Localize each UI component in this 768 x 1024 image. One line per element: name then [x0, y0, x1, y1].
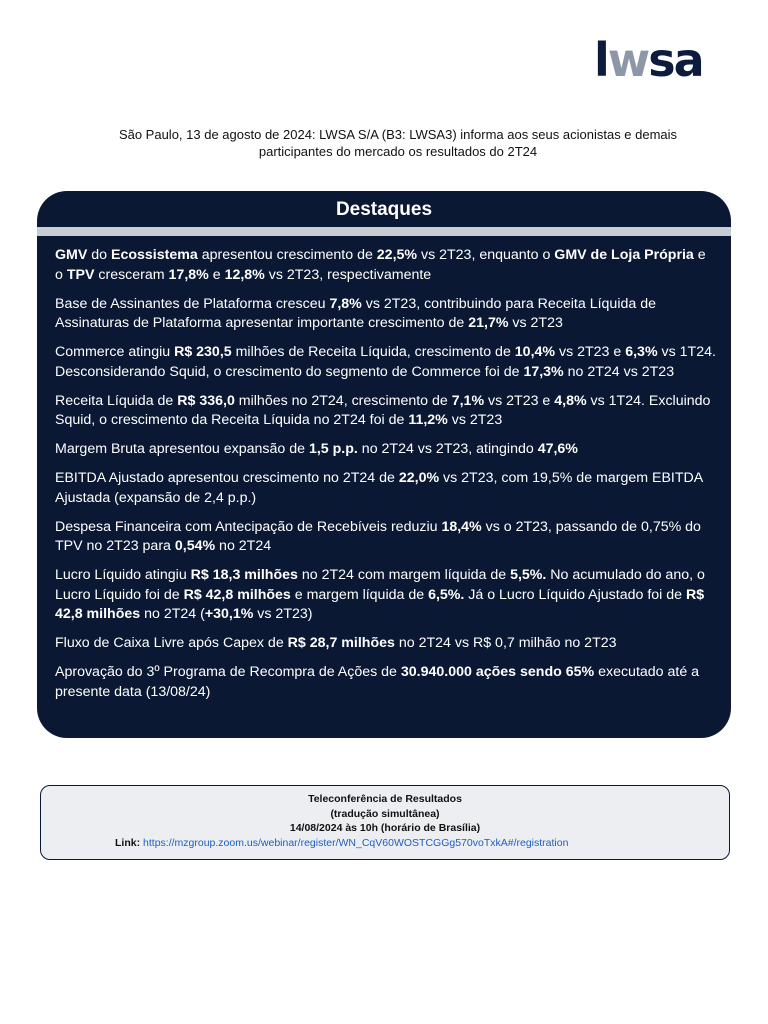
highlight-emphasis: GMV: [55, 247, 88, 263]
highlight-item: [55, 634, 717, 654]
highlight-text: no 2T24 com margem líquida de: [297, 567, 511, 583]
highlight-emphasis: 11,2%: [408, 412, 448, 428]
conference-datetime: 14/08/2024 às 10h (horário de Brasília): [289, 822, 481, 834]
highlight-item: [55, 343, 717, 382]
highlight-text: executado até a presente data (13/08/24): [55, 664, 700, 700]
highlight-emphasis: 18,4%: [441, 518, 482, 535]
highlight-text: no 2T24 vs 2T23, atingindo: [357, 441, 538, 457]
highlight-item: [55, 566, 717, 625]
highlight-text: vs o 2T23, passando de 0,75% do TPV no 2T23 para: [55, 518, 701, 554]
highlight-emphasis: 22,5%: [376, 247, 418, 263]
highlight-emphasis: 30.940.000 ações sendo 65%: [400, 664, 595, 680]
highlight-text: Margem Bruta apresentou expansão de: [55, 441, 309, 457]
highlight-item: [55, 246, 717, 285]
highlight-emphasis: 6,3%: [625, 344, 658, 360]
highlight-text: Despesa Financeira com Antecipação de Recebíveis reduziu: [55, 518, 442, 535]
highlight-text: Receita Líquida de: [55, 392, 178, 409]
highlight-emphasis: 7,8%: [329, 295, 362, 312]
highlight-emphasis: 6,5%.: [428, 586, 465, 603]
highlight-item: [55, 469, 717, 508]
highlight-emphasis: 5,5%.: [510, 567, 547, 583]
highlight-emphasis: 17,3%: [523, 363, 564, 380]
highlight-emphasis: R$ 18,3 milhões: [190, 567, 298, 583]
highlight-text: apresentou crescimento de: [197, 247, 377, 263]
highlight-emphasis: 12,8%: [224, 266, 265, 283]
highlight-emphasis: Ecossistema: [111, 247, 198, 263]
highlight-text: no 2T24: [215, 538, 272, 554]
highlight-text: e o: [55, 247, 706, 283]
highlight-text: no 2T24 (: [140, 606, 205, 622]
highlight-emphasis: R$ 336,0: [177, 392, 235, 409]
highlight-text: vs 2T23: [508, 315, 563, 331]
highlight-text: EBITDA Ajustado apresentou crescimento no 2T24 de: [55, 470, 399, 486]
highlight-text: vs 2T23, enquanto o: [417, 247, 555, 263]
highlight-text: Base de Assinantes de Plataforma cresceu: [55, 295, 330, 312]
highlight-emphasis: 7,1%: [451, 392, 485, 409]
highlight-text: Fluxo de Caixa Livre após Capex de: [55, 635, 288, 651]
highlight-text: vs 1T24. Excluindo Squid, o crescimento da Receita Líquida no 2T24 foi de: [55, 392, 711, 428]
highlight-emphasis: R$ 42,8 milhões: [55, 586, 705, 622]
highlight-emphasis: 1,5 p.p.: [308, 441, 358, 457]
highlight-text: Já o Lucro Líquido Ajustado foi de: [464, 586, 686, 603]
highlight-text: milhões no 2T24, crescimento de: [234, 392, 452, 409]
conference-registration-link[interactable]: https://mzgroup.zoom.us/webinar/register/WN_CqV60WOSTCGGg570voTxkA#/registration: [143, 836, 569, 849]
highlight-emphasis: 0,54%: [174, 538, 216, 554]
highlight-text: e margem líquida de: [290, 586, 429, 603]
highlight-item: [55, 663, 717, 702]
highlight-item: [55, 518, 717, 557]
highlight-text: Commerce atingiu: [55, 344, 175, 360]
highlight-emphasis: R$ 42,8 milhões: [183, 586, 291, 603]
highlight-item: [55, 295, 717, 334]
highlight-item: [55, 440, 717, 460]
highlight-item: [55, 392, 717, 431]
highlight-text: no 2T24 vs R$ 0,7 milhão no 2T23: [394, 635, 617, 651]
conference-title: Teleconferência de Resultados: [308, 793, 462, 805]
highlight-text: vs 1T24. Desconsiderando Squid, o crescimento do segmento de Commerce foi de: [55, 344, 716, 380]
conference-box: [40, 785, 730, 860]
highlight-emphasis: +30,1%: [204, 606, 254, 622]
highlight-text: vs 2T23): [253, 606, 313, 622]
highlight-emphasis: 22,0%: [398, 470, 440, 486]
highlight-emphasis: R$ 28,7 milhões: [287, 635, 395, 651]
highlight-emphasis: 21,7%: [468, 315, 509, 331]
highlight-emphasis: 4,8%: [554, 392, 587, 409]
highlight-text: Lucro Líquido atingiu: [55, 567, 191, 583]
highlights-title: Destaques: [335, 199, 433, 220]
highlight-text: Aprovação do 3º Programa de Recompra de Ações de: [55, 664, 401, 680]
highlight-text: cresceram: [94, 266, 169, 283]
highlight-emphasis: TPV: [66, 266, 95, 283]
intro-line-1: São Paulo, 13 de agosto de 2024: LWSA S/A (B3: LWSA3) informa aos seus acionistas e demais: [118, 127, 678, 142]
highlight-text: vs 2T23, contribuindo para Receita Líquida de Assinaturas de Plataforma apresentar importante crescimento de: [55, 295, 656, 331]
highlight-text: milhões de Receita Líquida, crescimento de: [231, 344, 515, 360]
highlight-text: vs 2T23 e: [555, 344, 626, 360]
highlight-text: vs 2T23 e: [484, 392, 555, 409]
highlight-text: No acumulado do ano, o Lucro Líquido foi de: [55, 567, 705, 603]
highlights-card: [37, 191, 731, 738]
intro-text: [60, 126, 736, 160]
conference-subtitle: (tradução simultânea): [330, 807, 440, 820]
highlight-text: vs 2T23, respectivamente: [264, 266, 432, 283]
highlights-divider: [37, 227, 731, 236]
highlight-emphasis: GMV de Loja Própria: [554, 247, 694, 263]
conference-link-label: Link:: [115, 836, 141, 849]
highlight-text: vs 2T23, com 19,5% de margem EBITDA Ajustada (expansão de 2,4 p.p.): [55, 470, 703, 506]
intro-line-2: participantes do mercado os resultados do 2T24: [258, 144, 538, 159]
highlight-text: do: [87, 247, 111, 263]
highlight-emphasis: 17,8%: [168, 266, 209, 283]
highlights-list: [37, 236, 731, 702]
highlight-emphasis: 47,6%: [537, 441, 578, 457]
highlight-emphasis: 10,4%: [514, 344, 556, 360]
highlight-emphasis: R$ 230,5: [174, 344, 232, 360]
highlight-text: vs 2T23: [447, 412, 503, 428]
highlight-text: no 2T24 vs 2T23: [563, 363, 675, 380]
highlight-text: e: [208, 266, 225, 283]
lwsa-logo: lwsa: [594, 33, 703, 87]
